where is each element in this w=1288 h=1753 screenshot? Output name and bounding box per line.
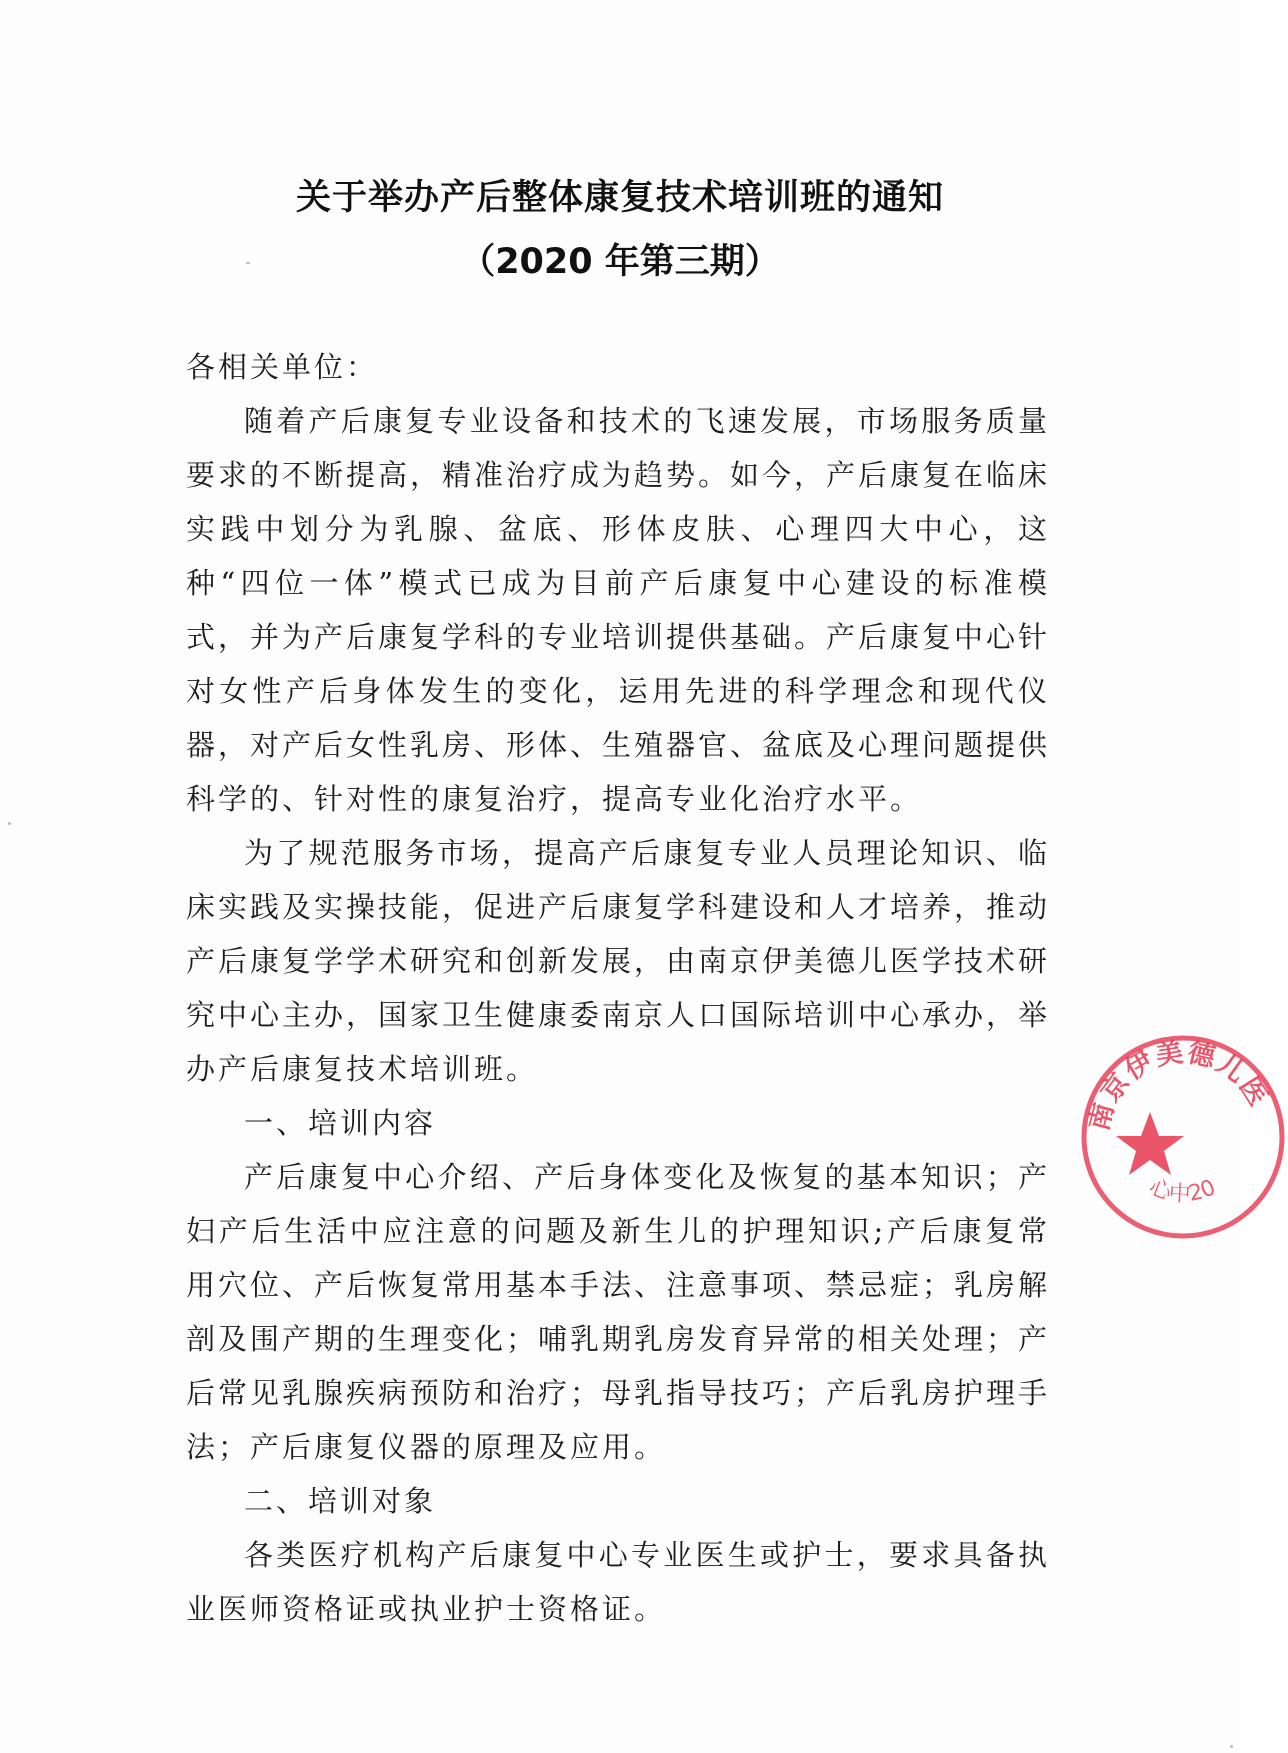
document-body <box>186 340 1050 1636</box>
paragraph-purpose: 为了规范服务市场，提高产后康复专业人员理论知识、临床实践及实操技能，促进产后康复学科建设和人才培养，推动产后康复学学术研究和创新发展，由南京伊美德儿医学技术研究中心主办，国家卫生健康委南京人口国际培训中心承办，举办产后康复技术培训班。 <box>186 836 1051 1086</box>
svg-text:心中20 <box>1146 1175 1220 1208</box>
seal-bottom-text: 心中20 <box>1145 1174 1220 1208</box>
seal-top-text: 南京伊美德儿医 <box>1083 1036 1275 1134</box>
document-subtitle: （2020 年第三期） <box>460 242 780 282</box>
section-text-audience: 各类医疗机构产后康复中心专业医生或护士，要求具备执业医师资格证或执业护士资格证。 <box>186 1538 1050 1626</box>
scan-speck <box>246 262 250 264</box>
salutation: 各相关单位： <box>186 350 379 384</box>
paragraph-intro: 随着产后康复专业设备和技术的飞速发展，市场服务质量要求的不断提高，精准治疗成为趋势。如今，产后康复在临床实践中划分为乳腺、盆底、形体皮肤、心理四大中心，这种“四位一体”模式已成为目前产后康复中心建设的标准模式，并为产后康复学科的专业培训提供基础。产后康复中心针对女性产后身体发生的变化，运用先进的科学理念和现代仪器，对产后女性乳房、形体、生殖器官、盆底及心理问题提供科学的、针对性的康复治疗，提高专业化治疗水平。 <box>186 404 1051 816</box>
section-heading-audience: 二、培训对象 <box>244 1484 437 1518</box>
svg-text:南京伊美德儿医 <box>1084 1037 1275 1134</box>
section-heading-content: 一、培训内容 <box>244 1106 437 1140</box>
document-title: 关于举办产后整体康复技术培训班的通知 <box>295 178 944 218</box>
scan-speck <box>1230 1745 1233 1748</box>
official-seal <box>1078 1032 1288 1242</box>
seal-star-icon <box>1116 1112 1184 1175</box>
scan-speck <box>8 822 11 825</box>
section-text-content: 产后康复中心介绍、产后身体变化及恢复的基本知识；产妇产后生活中应注意的问题及新生儿的护理知识;产后康复常用穴位、产后恢复常用基本手法、注意事项、禁忌症；乳房解剖及围产期的生理变化；哺乳期乳房发育异常的相关处理；产后常见乳腺疾病预防和治疗；母乳指导技巧；产后乳房护理手法；产后康复仪器的原理及应用。 <box>186 1160 1051 1464</box>
